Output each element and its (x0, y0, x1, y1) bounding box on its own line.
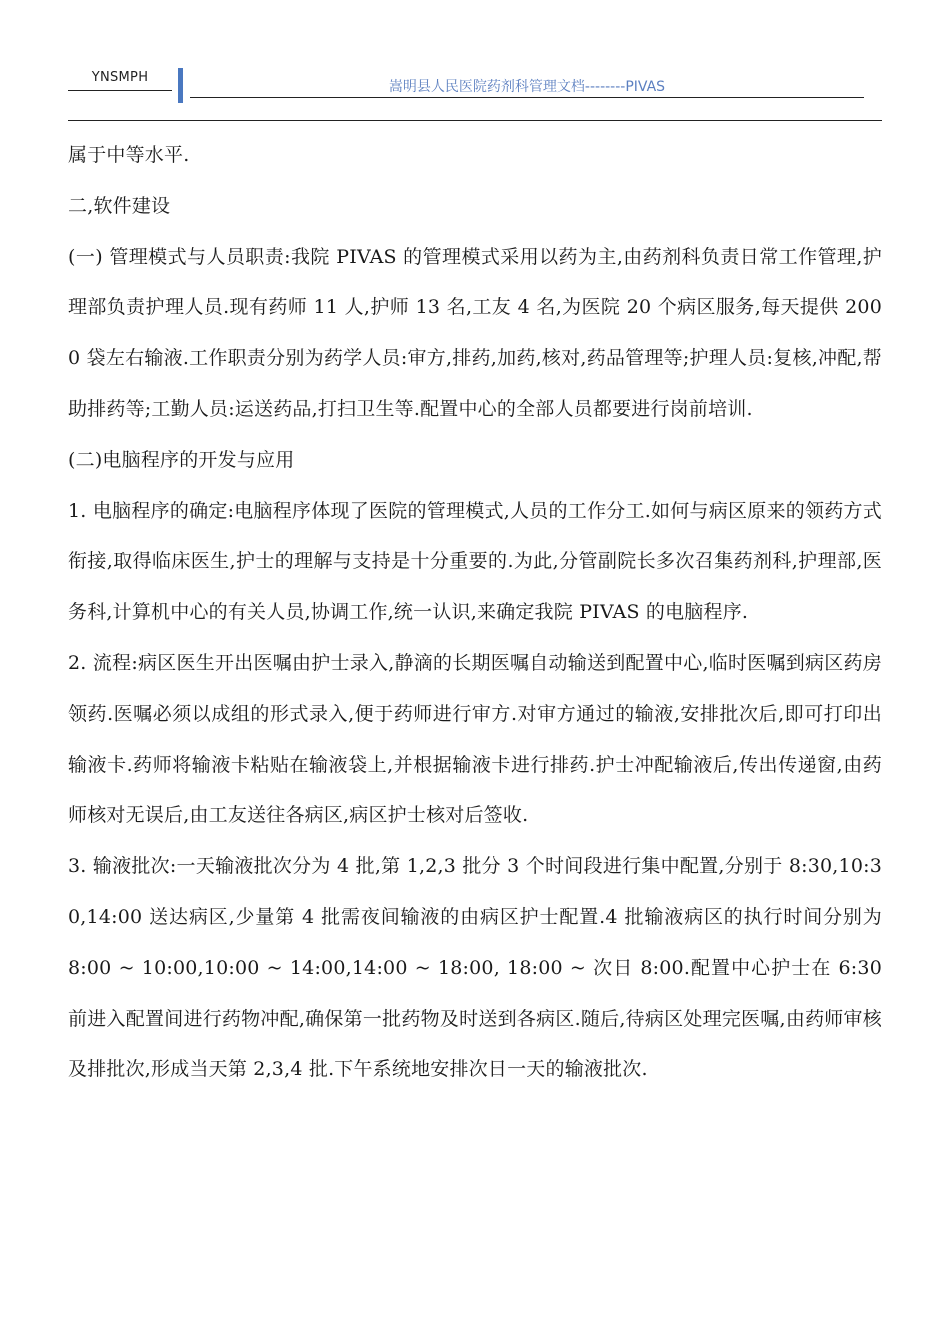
header-title: 嵩明县人民医院药剂科管理文档--------PIVAS (388, 79, 666, 95)
subsection-heading-computer-program: (二)电脑程序的开发与应用 (68, 448, 295, 471)
paragraph-program-determination: 1. 电脑程序的确定:电脑程序体现了医院的管理模式,人员的工作分工.如何与病区原来的领药方式衔接,取得临床医生,护士的理解与支持是十分重要的.为此,分管副院长多次召集药剂科,护理部,医务科,计算机中心的有关人员,协调工作,统一认识,来确定我院 PIVAS 的电脑程序. (68, 499, 882, 624)
paragraph-workflow: 2. 流程:病区医生开出医嘱由护士录入,静滴的长期医嘱自动输送到配置中心,临时医嘱到病区药房领药.医嘱必须以成组的形式录入,便于药师进行审方.对审方通过的输液,安排批次后,即可打印出输液卡.药师将输液卡粘贴在输液袋上,并根据输液卡进行排药.护士冲配输液后,传出传递窗,由药师核对无误后,由工友送往各病区,病区护士核对后签收. (68, 651, 882, 827)
header-accent-bar (178, 68, 183, 103)
header-code-rule (68, 90, 172, 91)
paragraph-management-mode: (一) 管理模式与人员职责:我院 PIVAS 的管理模式采用以药为主,由药剂科负责日常工作管理,护理部负责护理人员.现有药师 11 人,护师 13 名,工友 4 名,为医院 20 个病区服务,每天提供 2000 袋左右输液.工作职责分别为药学人员:审方,排药,加药,核对,药品管理等;护理人员:复核,冲配,帮助排药等;工勤人员:运送药品,打扫卫生等.配置中心的全部人员都要进行岗前培训. (68, 245, 882, 420)
paragraph-continuation: 属于中等水平. (68, 144, 190, 166)
section-heading-software: 二,软件建设 (68, 194, 171, 217)
document-body (68, 130, 882, 1095)
header-code: YNSMPH (91, 70, 149, 85)
header-title-rule (190, 97, 864, 98)
paragraph-infusion-batches: 3. 输液批次:一天输液批次分为 4 批,第 1,2,3 批分 3 个时间段进行集中配置,分别于 8:30,10:30,14:00 送达病区,少量第 4 批需夜间输液的由病区护士配置.4 批输液病区的执行时间分别为 8:00 ~ 10:00,10:00 ~ 14:00,14:00 ~ 18:00, 18:00 ~ 次日 8:00.配置中心护士在 6:30 前进入配置间进行药物冲配,确保第一批药物及时送到各病区.随后,待病区处理完医嘱,由药师审核及排批次,形成当天第 2,3,4 批.下午系统地安排次日一天的输液批次. (68, 855, 882, 1081)
header-code-block (68, 70, 172, 85)
page-divider (68, 120, 882, 121)
